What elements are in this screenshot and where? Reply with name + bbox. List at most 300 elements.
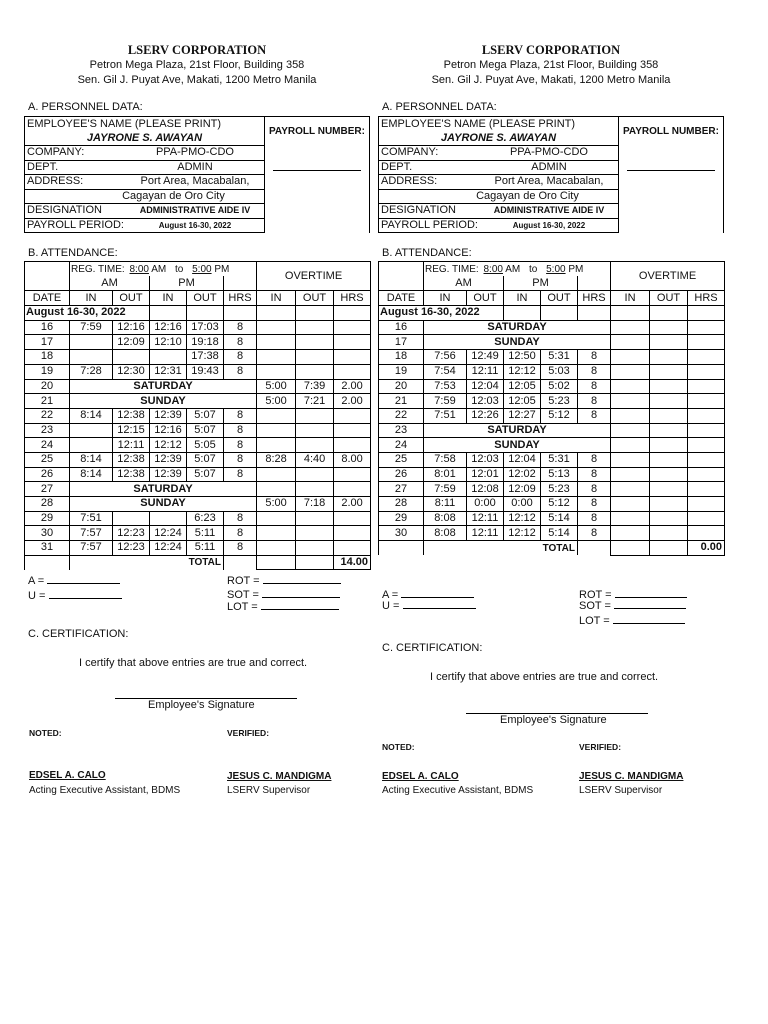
cell-date: 16 (379, 320, 424, 335)
verified-label: VERIFIED: (579, 742, 622, 752)
certification-text: I certify that above entries are true and correct. (430, 671, 659, 683)
payroll-period-value: August 16-30, 2022 (480, 218, 618, 233)
cell-pm-in: 12:31 (150, 364, 187, 379)
cell-ot-in: 5:00 (257, 497, 296, 512)
corp-address-1: Petron Mega Plaza, 21st Floor, Building 358 (443, 59, 659, 71)
attendance-section-title: B. ATTENDANCE: (28, 247, 118, 259)
attendance-row (379, 452, 725, 467)
cell-am-out: 12:38 (113, 467, 150, 482)
cell-hrs: 8 (224, 452, 257, 467)
overtime-header: OVERTIME (257, 262, 371, 291)
pm-header: PM (150, 276, 224, 291)
payroll-label: PAYROLL NUMBER: (618, 117, 723, 146)
cell-am-in: 8:08 (424, 526, 467, 541)
signature-label: Employee's Signature (148, 699, 255, 711)
cell-ot-in (257, 511, 296, 526)
cell-date: 25 (25, 452, 70, 467)
cell-pm-out: 5:11 (187, 526, 224, 541)
address-label: ADDRESS: (25, 175, 127, 190)
cell-ot-in (257, 526, 296, 541)
col-ot-in: IN (611, 291, 650, 306)
cell-day-label: SUNDAY (424, 438, 611, 453)
cell-am-out: 12:30 (113, 364, 150, 379)
cell-ot-hrs (688, 511, 725, 526)
cell-ot-out (296, 408, 334, 423)
cell-ot-hrs: 2.00 (334, 497, 371, 512)
cell-ot-in (611, 511, 650, 526)
cell-ot-in (611, 438, 650, 453)
summary-a-blank (47, 574, 120, 584)
overtime-total: 0.00 (688, 541, 725, 556)
cell-pm-out: 5:23 (541, 482, 578, 497)
cell-hrs: 8 (578, 482, 611, 497)
cell-ot-out (650, 511, 688, 526)
cell-date: 31 (25, 541, 70, 556)
noted-name: EDSEL A. CALO (29, 770, 106, 781)
col-am-in: IN (424, 291, 467, 306)
reg-time-to: to (174, 263, 184, 275)
cell-hrs: 8 (224, 541, 257, 556)
attendance-row (25, 350, 371, 365)
cell-ot-in: 5:00 (257, 379, 296, 394)
cell-date: 27 (25, 482, 70, 497)
cell-ot-in (611, 526, 650, 541)
cell-date: 26 (25, 467, 70, 482)
col-ot-in: IN (257, 291, 296, 306)
company-value: PPA-PMO-CDO (126, 146, 264, 161)
cell-am-in (70, 335, 113, 350)
attendance-row (379, 394, 725, 409)
summary-u-blank (49, 589, 122, 599)
cell-ot-in (611, 482, 650, 497)
cell-pm-in: 12:16 (150, 423, 187, 438)
cell-am-out: 12:23 (113, 526, 150, 541)
col-pm-in: IN (504, 291, 541, 306)
attendance-row (379, 364, 725, 379)
cell-ot-in (611, 335, 650, 350)
cell-pm-out: 5:07 (187, 452, 224, 467)
cell-ot-hrs (688, 452, 725, 467)
cell-am-out: 12:09 (113, 335, 150, 350)
summary-lot: LOT = (579, 614, 685, 627)
attendance-row (25, 467, 371, 482)
cell-ot-hrs (334, 423, 371, 438)
attendance-row (25, 452, 371, 467)
summary-a-blank (401, 588, 474, 598)
cell-hrs: 8 (578, 350, 611, 365)
cell-ot-hrs (334, 364, 371, 379)
dept-value: ADMIN (126, 160, 264, 175)
col-ot-out: OUT (650, 291, 688, 306)
cell-am-in: 7:57 (70, 526, 113, 541)
cell-am-in: 8:14 (70, 408, 113, 423)
cell-hrs: 8 (578, 408, 611, 423)
designation-label: DESIGNATION (25, 204, 127, 219)
cell-ot-in (257, 335, 296, 350)
company-label: COMPANY: (379, 146, 481, 161)
corp-address-1: Petron Mega Plaza, 21st Floor, Building 358 (89, 59, 305, 71)
attendance-row (25, 497, 371, 512)
cell-am-out: 12:11 (113, 438, 150, 453)
cell-hrs: 8 (224, 364, 257, 379)
cell-am-out: 12:04 (467, 379, 504, 394)
attendance-row (25, 482, 371, 497)
cell-ot-in (257, 482, 296, 497)
cell-ot-hrs (688, 526, 725, 541)
cell-ot-hrs (688, 482, 725, 497)
attendance-row (25, 379, 371, 394)
cell-pm-in: 12:24 (150, 541, 187, 556)
cell-pm-out: 5:07 (187, 423, 224, 438)
cell-am-out (113, 350, 150, 365)
cell-ot-hrs (334, 438, 371, 453)
summary-lot-blank (261, 600, 339, 610)
cell-ot-in (257, 467, 296, 482)
cell-hrs: 8 (578, 511, 611, 526)
attendance-row (379, 482, 725, 497)
summary-rot-blank (263, 574, 341, 584)
attendance-row (379, 320, 725, 335)
cell-day-label: SUNDAY (70, 394, 257, 409)
cell-ot-in (611, 364, 650, 379)
cell-hrs: 8 (578, 379, 611, 394)
cell-ot-out (650, 438, 688, 453)
cell-am-out: 12:38 (113, 408, 150, 423)
cell-date: 29 (25, 511, 70, 526)
corp-name: LSERV CORPORATION (127, 43, 267, 57)
cell-hrs: 8 (224, 408, 257, 423)
cell-date: 19 (25, 364, 70, 379)
cell-pm-in: 12:50 (504, 350, 541, 365)
reg-time-am: AM (151, 263, 167, 275)
cell-date: 17 (379, 335, 424, 350)
attendance-row (379, 408, 725, 423)
cell-pm-in: 12:27 (504, 408, 541, 423)
cell-am-out (113, 511, 150, 526)
cell-day-label: SATURDAY (424, 423, 611, 438)
cell-ot-hrs (688, 497, 725, 512)
cell-pm-out: 5:12 (541, 408, 578, 423)
cell-pm-out: 5:14 (541, 526, 578, 541)
name-label: EMPLOYEE'S NAME (PLEASE PRINT) (379, 117, 619, 132)
col-am-in: IN (70, 291, 113, 306)
reg-time-row (424, 262, 611, 277)
reg-time-pm: PM (214, 263, 230, 275)
attendance-table (24, 261, 371, 570)
cell-pm-out: 5:07 (187, 467, 224, 482)
cell-ot-hrs: 2.00 (334, 394, 371, 409)
cell-ot-hrs (334, 541, 371, 556)
corp-address-2: Sen. Gil J. Puyat Ave, Makati, 1200 Metro Manila (431, 74, 671, 86)
cell-day-label: SATURDAY (70, 379, 257, 394)
reg-time-label: REG. TIME: (425, 263, 479, 275)
cell-ot-in (611, 423, 650, 438)
personnel-table (378, 116, 724, 233)
cell-ot-out (296, 482, 334, 497)
cell-date: 24 (379, 438, 424, 453)
dept-label: DEPT. (379, 160, 481, 175)
cell-ot-in (611, 394, 650, 409)
col-hrs: HRS (578, 291, 611, 306)
cell-ot-hrs: 2.00 (334, 379, 371, 394)
attendance-period: August 16-30, 2022 (25, 306, 150, 321)
cell-am-in: 7:59 (424, 482, 467, 497)
designation-value: ADMINISTRATIVE AIDE IV (480, 204, 618, 219)
cell-ot-in (611, 497, 650, 512)
cell-am-in: 8:14 (70, 452, 113, 467)
verified-label: VERIFIED: (227, 728, 270, 738)
cell-pm-out: 5:13 (541, 467, 578, 482)
verified-title: LSERV Supervisor (579, 785, 663, 796)
cell-hrs: 8 (224, 335, 257, 350)
cell-pm-in: 12:04 (504, 452, 541, 467)
cell-ot-out (296, 320, 334, 335)
cell-hrs: 8 (224, 350, 257, 365)
total-label: TOTAL (424, 541, 578, 556)
signature-label: Employee's Signature (500, 714, 607, 726)
summary-lot: LOT = (227, 600, 339, 613)
cell-ot-out (650, 364, 688, 379)
cell-ot-hrs (688, 394, 725, 409)
cell-date: 29 (379, 511, 424, 526)
dept-label: DEPT. (25, 160, 127, 175)
cell-ot-hrs (334, 320, 371, 335)
reg-time-end: 5:00 (192, 263, 212, 275)
personnel-table (24, 116, 370, 233)
cell-ot-in (257, 541, 296, 556)
cell-ot-hrs (688, 364, 725, 379)
corp-address-2: Sen. Gil J. Puyat Ave, Makati, 1200 Metro Manila (77, 74, 317, 86)
cell-date: 22 (379, 408, 424, 423)
payroll-period-label: PAYROLL PERIOD: (379, 218, 481, 233)
cell-ot-out (650, 467, 688, 482)
cell-hrs: 8 (224, 423, 257, 438)
noted-title: Acting Executive Assistant, BDMS (29, 785, 181, 796)
cell-pm-out: 17:03 (187, 320, 224, 335)
cell-am-in: 7:59 (424, 394, 467, 409)
cell-am-out: 12:11 (467, 364, 504, 379)
cell-ot-hrs (688, 320, 725, 335)
col-date: DATE (379, 291, 424, 306)
cell-hrs: 8 (578, 497, 611, 512)
col-pm-in: IN (150, 291, 187, 306)
cell-ot-out (650, 452, 688, 467)
address-value-1: Port Area, Macabalan, (480, 175, 618, 190)
certification-section-title: C. CERTIFICATION: (382, 642, 483, 654)
company-value: PPA-PMO-CDO (480, 146, 618, 161)
cell-am-in: 8:11 (424, 497, 467, 512)
dtr-form-right (376, 0, 726, 1024)
cell-hrs: 8 (224, 320, 257, 335)
cell-ot-out (650, 335, 688, 350)
verified-name: JESUS C. MANDIGMA (227, 771, 332, 782)
cell-date: 20 (379, 379, 424, 394)
cell-pm-in (150, 350, 187, 365)
cell-ot-hrs (334, 511, 371, 526)
cell-pm-out: 5:11 (187, 541, 224, 556)
cell-pm-in: 12:12 (504, 364, 541, 379)
attendance-row (25, 335, 371, 350)
cell-ot-out (296, 541, 334, 556)
cell-date: 28 (379, 497, 424, 512)
reg-time-am: AM (505, 263, 521, 275)
col-ot-hrs: HRS (334, 291, 371, 306)
designation-value: ADMINISTRATIVE AIDE IV (126, 204, 264, 219)
cell-ot-out (296, 467, 334, 482)
cell-ot-out (650, 394, 688, 409)
reg-time-label: REG. TIME: (71, 263, 125, 275)
attendance-row (25, 394, 371, 409)
cell-ot-in (257, 320, 296, 335)
cell-ot-in (611, 350, 650, 365)
dept-value: ADMIN (480, 160, 618, 175)
cell-am-in: 7:28 (70, 364, 113, 379)
total-label: TOTAL (70, 555, 224, 570)
noted-title: Acting Executive Assistant, BDMS (382, 785, 534, 796)
pm-header: PM (504, 276, 578, 291)
cell-pm-in: 12:02 (504, 467, 541, 482)
cell-ot-out: 7:21 (296, 394, 334, 409)
summary-a: A = (382, 588, 474, 601)
cell-pm-in: 12:12 (150, 438, 187, 453)
cell-ot-hrs (688, 379, 725, 394)
cell-am-out: 12:15 (113, 423, 150, 438)
cell-pm-in: 12:12 (504, 526, 541, 541)
col-hrs: HRS (224, 291, 257, 306)
cell-am-out: 12:26 (467, 408, 504, 423)
cell-ot-in: 8:28 (257, 452, 296, 467)
cell-pm-in: 12:09 (504, 482, 541, 497)
attendance-row (379, 467, 725, 482)
summary-sot-blank (614, 599, 686, 609)
cell-day-label: SATURDAY (70, 482, 257, 497)
cell-pm-in: 12:39 (150, 452, 187, 467)
cell-ot-in (257, 438, 296, 453)
cell-pm-out: 5:31 (541, 350, 578, 365)
dtr-form-left (22, 0, 372, 1024)
cell-date: 26 (379, 467, 424, 482)
corp-name: LSERV CORPORATION (481, 43, 621, 57)
cell-hrs: 8 (578, 364, 611, 379)
cell-am-in: 7:51 (70, 511, 113, 526)
certification-text: I certify that above entries are true and correct. (79, 657, 308, 669)
attendance-row (379, 497, 725, 512)
cell-am-in: 8:08 (424, 511, 467, 526)
cell-day-label: SUNDAY (424, 335, 611, 350)
cell-am-in: 7:59 (70, 320, 113, 335)
cell-date: 25 (379, 452, 424, 467)
summary-rot: ROT = (579, 588, 687, 601)
cell-pm-in: 12:05 (504, 379, 541, 394)
payroll-label: PAYROLL NUMBER: (264, 117, 369, 146)
summary-a: A = (28, 574, 120, 587)
cell-pm-out: 19:43 (187, 364, 224, 379)
verified-name: JESUS C. MANDIGMA (579, 771, 684, 782)
attendance-row (25, 408, 371, 423)
payroll-period-value: August 16-30, 2022 (126, 218, 264, 233)
cell-pm-in: 12:16 (150, 320, 187, 335)
cell-ot-out (650, 526, 688, 541)
cell-am-in: 8:14 (70, 467, 113, 482)
cell-ot-out (650, 482, 688, 497)
cell-day-label: SUNDAY (70, 497, 257, 512)
cell-ot-out (650, 497, 688, 512)
cell-ot-in (257, 350, 296, 365)
cell-pm-out: 5:02 (541, 379, 578, 394)
col-ot-hrs: HRS (688, 291, 725, 306)
cell-ot-out (650, 379, 688, 394)
cell-ot-out (296, 364, 334, 379)
cell-ot-out (650, 423, 688, 438)
cell-am-out: 12:38 (113, 452, 150, 467)
cell-ot-in: 5:00 (257, 394, 296, 409)
company-label: COMPANY: (25, 146, 127, 161)
cell-am-in (70, 438, 113, 453)
cell-ot-hrs (334, 482, 371, 497)
summary-sot: SOT = (227, 588, 340, 601)
cell-ot-hrs (334, 467, 371, 482)
personnel-section-title: A. PERSONNEL DATA: (382, 101, 497, 113)
cell-pm-out: 5:03 (541, 364, 578, 379)
cell-pm-in: 12:12 (504, 511, 541, 526)
cell-ot-hrs (688, 350, 725, 365)
cell-pm-out: 19:18 (187, 335, 224, 350)
cell-date: 27 (379, 482, 424, 497)
cell-am-in: 7:51 (424, 408, 467, 423)
cell-pm-out: 5:05 (187, 438, 224, 453)
col-date: DATE (25, 291, 70, 306)
cell-date: 19 (379, 364, 424, 379)
certification-section-title: C. CERTIFICATION: (28, 628, 129, 640)
cell-date: 22 (25, 408, 70, 423)
cell-ot-out (650, 350, 688, 365)
cell-pm-in: 12:39 (150, 467, 187, 482)
summary-u: U = (382, 599, 476, 612)
cell-ot-out: 4:40 (296, 452, 334, 467)
cell-ot-in (611, 408, 650, 423)
cell-am-out: 12:03 (467, 452, 504, 467)
payroll-number-blank (273, 170, 361, 171)
cell-hrs: 8 (224, 467, 257, 482)
attendance-row (379, 511, 725, 526)
cell-am-in: 7:54 (424, 364, 467, 379)
cell-pm-in (150, 511, 187, 526)
cell-date: 21 (25, 394, 70, 409)
payroll-number-blank (627, 170, 715, 171)
attendance-row (379, 438, 725, 453)
cell-am-out: 12:23 (113, 541, 150, 556)
cell-ot-out (296, 350, 334, 365)
reg-time-pm: PM (568, 263, 584, 275)
cell-pm-in: 12:24 (150, 526, 187, 541)
am-header: AM (70, 276, 150, 291)
cell-ot-out (296, 335, 334, 350)
attendance-row (379, 379, 725, 394)
cell-hrs: 8 (578, 467, 611, 482)
summary-rot: ROT = (227, 574, 341, 587)
address-value-2: Cagayan de Oro City (25, 189, 265, 204)
cell-am-in (70, 350, 113, 365)
overtime-header: OVERTIME (611, 262, 725, 291)
cell-ot-out (296, 526, 334, 541)
cell-date: 16 (25, 320, 70, 335)
cell-ot-out (296, 511, 334, 526)
cell-date: 30 (25, 526, 70, 541)
cell-pm-out: 5:07 (187, 408, 224, 423)
attendance-row (379, 350, 725, 365)
attendance-row (25, 526, 371, 541)
cell-ot-hrs (334, 350, 371, 365)
